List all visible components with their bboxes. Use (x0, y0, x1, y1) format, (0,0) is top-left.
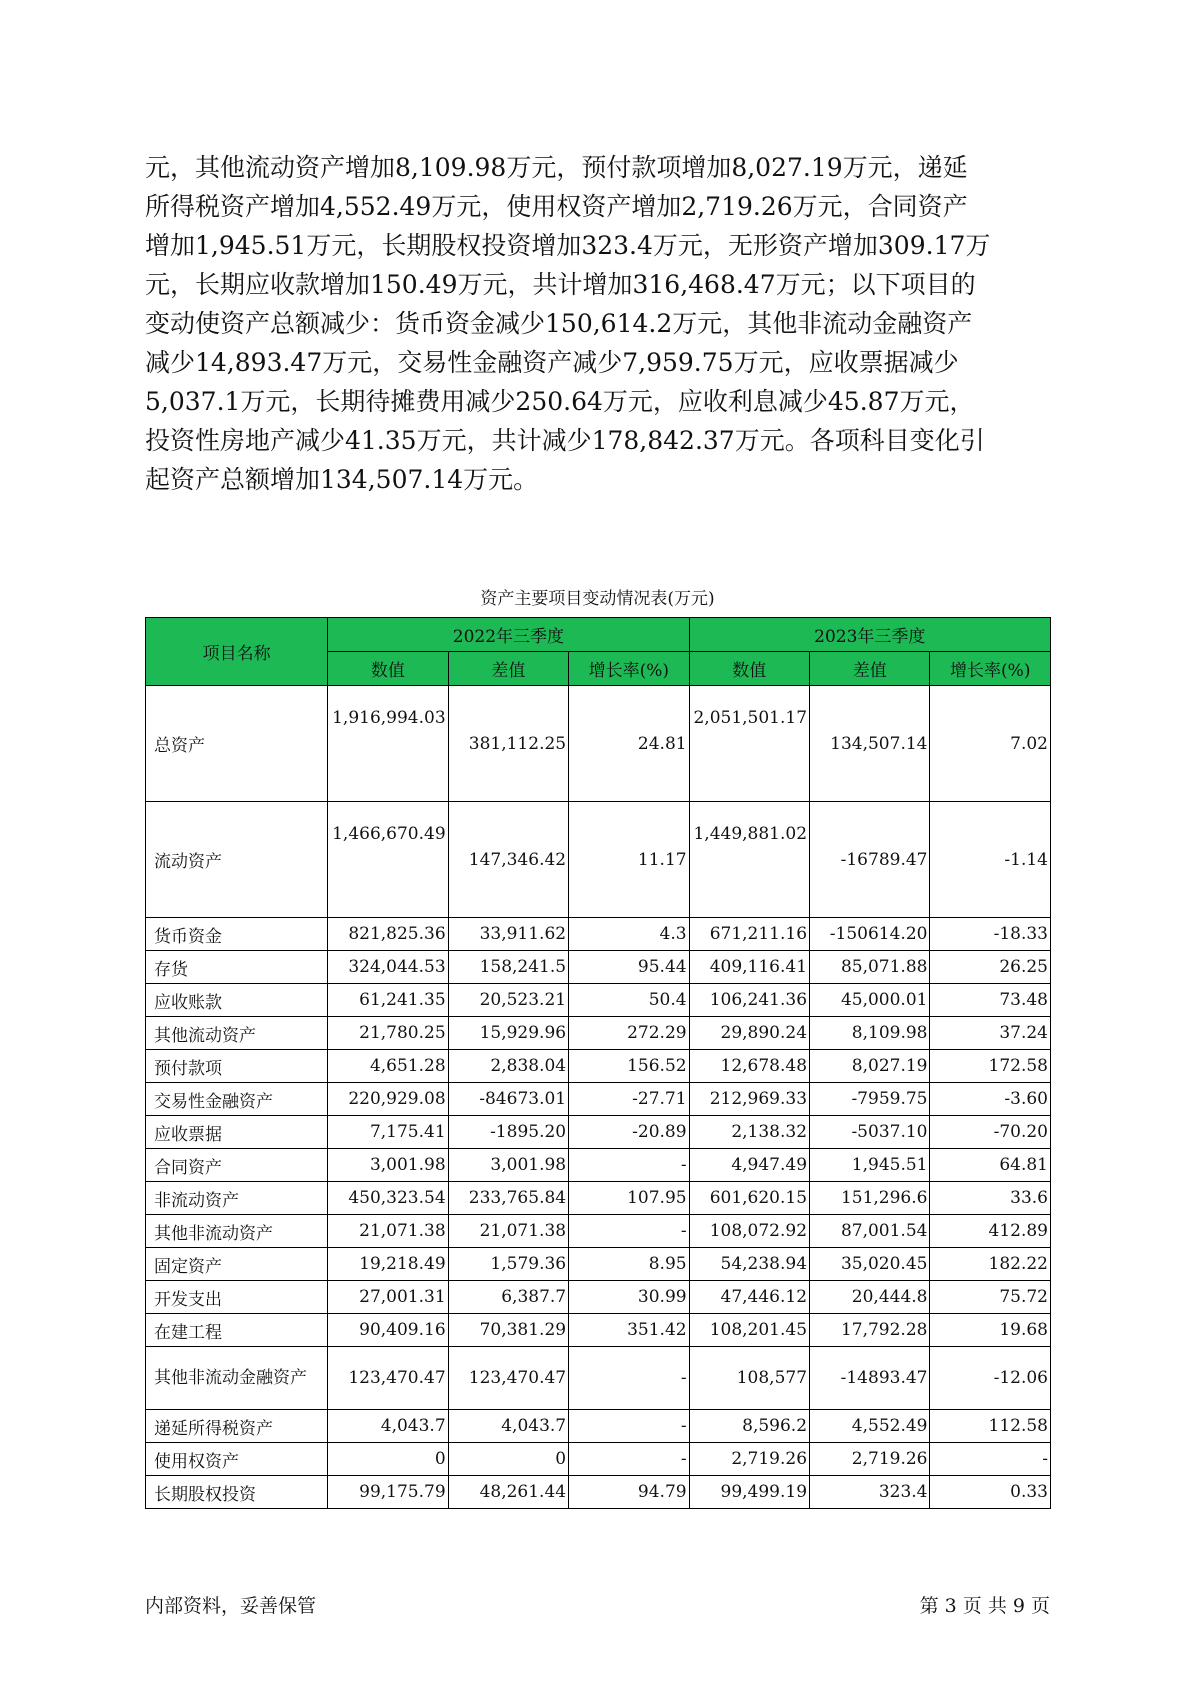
rate-2023-cell: 37.24 (930, 1017, 1051, 1050)
value-2023-cell: 106,241.36 (689, 984, 809, 1017)
diff-2022-cell: 381,112.25 (448, 686, 568, 802)
diff-2022-cell: 147,346.42 (448, 802, 568, 918)
header-item-name: 项目名称 (146, 618, 328, 686)
table-row (146, 802, 1051, 918)
diff-2022-cell: 123,470.47 (448, 1347, 568, 1410)
diff-2022-cell: 1,579.36 (448, 1248, 568, 1281)
table-row (146, 1248, 1051, 1281)
header-value: 数值 (689, 652, 809, 686)
rate-2023-cell: 7.02 (930, 686, 1051, 802)
table-row (146, 984, 1051, 1017)
paragraph-line: 5,037.1万元，长期待摊费用减少250.64万元，应收利息减少45.87万元， (145, 387, 975, 416)
value-2022-cell: 324,044.53 (328, 951, 448, 984)
paragraph-line: 元，长期应收款增加150.49万元，共计增加316,468.47万元；以下项目的 (145, 270, 976, 299)
row-item-name: 其他非流动金融资产 (146, 1347, 328, 1410)
diff-2022-cell: 4,043.7 (448, 1410, 568, 1443)
value-2022-cell: 450,323.54 (328, 1182, 448, 1215)
diff-2023-cell: 8,027.19 (810, 1050, 930, 1083)
footer-page-number: 第 3 页 共 9 页 (919, 1595, 1050, 1617)
rate-2023-cell: -70.20 (930, 1116, 1051, 1149)
diff-2022-cell: -1895.20 (448, 1116, 568, 1149)
diff-2023-cell: -16789.47 (810, 802, 930, 918)
table-row (146, 1182, 1051, 1215)
diff-2022-cell: 6,387.7 (448, 1281, 568, 1314)
rate-2022-cell: - (569, 1410, 689, 1443)
value-2023-cell: 8,596.2 (689, 1410, 809, 1443)
rate-2023-cell: 0.33 (930, 1476, 1051, 1509)
value-2022-cell: 61,241.35 (328, 984, 448, 1017)
diff-2022-cell: -84673.01 (448, 1083, 568, 1116)
header-diff: 差值 (448, 652, 568, 686)
paragraph-line: 所得税资产增加4,552.49万元，使用权资产增加2,719.26万元，合同资产 (145, 192, 968, 221)
rate-2022-cell: 30.99 (569, 1281, 689, 1314)
value-2022-cell: 21,780.25 (328, 1017, 448, 1050)
rate-2022-cell: 24.81 (569, 686, 689, 802)
diff-2023-cell: 4,552.49 (810, 1410, 930, 1443)
rate-2023-cell: -3.60 (930, 1083, 1051, 1116)
row-item-name: 递延所得税资产 (146, 1410, 328, 1443)
table-row (146, 1149, 1051, 1182)
header-period-2022: 2022年三季度 (328, 618, 689, 652)
table-row (146, 1281, 1051, 1314)
paragraph-line: 投资性房地产减少41.35万元，共计减少178,842.37万元。各项科目变化引 (145, 426, 985, 455)
footer-confidential: 内部资料，妥善保管 (145, 1595, 317, 1617)
value-2023-cell: 2,719.26 (689, 1443, 809, 1476)
diff-2023-cell: -5037.10 (810, 1116, 930, 1149)
diff-2023-cell: 151,296.6 (810, 1182, 930, 1215)
table-row (146, 1314, 1051, 1347)
table-row (146, 1017, 1051, 1050)
diff-2023-cell: 17,792.28 (810, 1314, 930, 1347)
table-row (146, 918, 1051, 951)
header-value: 数值 (328, 652, 448, 686)
diff-2023-cell: 87,001.54 (810, 1215, 930, 1248)
table-row (146, 686, 1051, 802)
table-row (146, 1215, 1051, 1248)
diff-2022-cell: 33,911.62 (448, 918, 568, 951)
table-row (146, 1116, 1051, 1149)
header-rate: 增长率(%) (569, 652, 689, 686)
diff-2023-cell: -7959.75 (810, 1083, 930, 1116)
diff-2023-cell: 2,719.26 (810, 1443, 930, 1476)
rate-2022-cell: 94.79 (569, 1476, 689, 1509)
value-2023-cell: 2,051,501.17 (689, 686, 809, 802)
table-caption: 资产主要项目变动情况表(万元) (480, 589, 715, 609)
rate-2023-cell: 64.81 (930, 1149, 1051, 1182)
rate-2022-cell: - (569, 1347, 689, 1410)
table-row (146, 951, 1051, 984)
row-item-name: 应收票据 (146, 1116, 328, 1149)
rate-2023-cell: - (930, 1443, 1051, 1476)
diff-2022-cell: 3,001.98 (448, 1149, 568, 1182)
diff-2022-cell: 48,261.44 (448, 1476, 568, 1509)
row-item-name: 其他流动资产 (146, 1017, 328, 1050)
paragraph-line: 元，其他流动资产增加8,109.98万元，预付款项增加8,027.19万元，递延 (145, 153, 968, 182)
row-item-name: 合同资产 (146, 1149, 328, 1182)
rate-2023-cell: 73.48 (930, 984, 1051, 1017)
value-2022-cell: 1,466,670.49 (328, 802, 448, 918)
diff-2022-cell: 70,381.29 (448, 1314, 568, 1347)
value-2022-cell: 27,001.31 (328, 1281, 448, 1314)
row-item-name: 使用权资产 (146, 1443, 328, 1476)
table-body (146, 686, 1051, 1509)
row-item-name: 存货 (146, 951, 328, 984)
diff-2022-cell: 0 (448, 1443, 568, 1476)
paragraph-line: 减少14,893.47万元，交易性金融资产减少7,959.75万元，应收票据减少 (145, 348, 959, 377)
diff-2023-cell: 35,020.45 (810, 1248, 930, 1281)
diff-2022-cell: 233,765.84 (448, 1182, 568, 1215)
header-diff: 差值 (810, 652, 930, 686)
rate-2023-cell: 412.89 (930, 1215, 1051, 1248)
header-period-2023: 2023年三季度 (689, 618, 1050, 652)
value-2022-cell: 19,218.49 (328, 1248, 448, 1281)
value-2023-cell: 47,446.12 (689, 1281, 809, 1314)
rate-2022-cell: 11.17 (569, 802, 689, 918)
value-2022-cell: 21,071.38 (328, 1215, 448, 1248)
diff-2022-cell: 20,523.21 (448, 984, 568, 1017)
value-2022-cell: 821,825.36 (328, 918, 448, 951)
value-2023-cell: 2,138.32 (689, 1116, 809, 1149)
value-2023-cell: 212,969.33 (689, 1083, 809, 1116)
value-2023-cell: 29,890.24 (689, 1017, 809, 1050)
rate-2022-cell: 50.4 (569, 984, 689, 1017)
rate-2022-cell: 156.52 (569, 1050, 689, 1083)
rate-2023-cell: 26.25 (930, 951, 1051, 984)
value-2023-cell: 1,449,881.02 (689, 802, 809, 918)
rate-2022-cell: 107.95 (569, 1182, 689, 1215)
value-2023-cell: 108,201.45 (689, 1314, 809, 1347)
table-row (146, 1410, 1051, 1443)
rate-2022-cell: 4.3 (569, 918, 689, 951)
rate-2023-cell: 75.72 (930, 1281, 1051, 1314)
diff-2023-cell: 45,000.01 (810, 984, 930, 1017)
value-2022-cell: 90,409.16 (328, 1314, 448, 1347)
value-2022-cell: 4,651.28 (328, 1050, 448, 1083)
row-item-name: 交易性金融资产 (146, 1083, 328, 1116)
rate-2023-cell: 182.22 (930, 1248, 1051, 1281)
diff-2022-cell: 2,838.04 (448, 1050, 568, 1083)
table-row (146, 1443, 1051, 1476)
rate-2023-cell: 33.6 (930, 1182, 1051, 1215)
rate-2023-cell: -1.14 (930, 802, 1051, 918)
table-row (146, 1476, 1051, 1509)
row-item-name: 开发支出 (146, 1281, 328, 1314)
rate-2022-cell: -20.89 (569, 1116, 689, 1149)
diff-2023-cell: 1,945.51 (810, 1149, 930, 1182)
rate-2023-cell: 112.58 (930, 1410, 1051, 1443)
table-row (146, 1083, 1051, 1116)
value-2023-cell: 54,238.94 (689, 1248, 809, 1281)
row-item-name: 非流动资产 (146, 1182, 328, 1215)
diff-2023-cell: 85,071.88 (810, 951, 930, 984)
rate-2022-cell: 272.29 (569, 1017, 689, 1050)
row-item-name: 货币资金 (146, 918, 328, 951)
value-2022-cell: 99,175.79 (328, 1476, 448, 1509)
rate-2022-cell: 95.44 (569, 951, 689, 984)
row-item-name: 在建工程 (146, 1314, 328, 1347)
diff-2023-cell: -14893.47 (810, 1347, 930, 1410)
value-2022-cell: 1,916,994.03 (328, 686, 448, 802)
rate-2022-cell: - (569, 1215, 689, 1248)
row-item-name: 流动资产 (146, 802, 328, 918)
diff-2022-cell: 15,929.96 (448, 1017, 568, 1050)
diff-2022-cell: 21,071.38 (448, 1215, 568, 1248)
row-item-name: 长期股权投资 (146, 1476, 328, 1509)
diff-2023-cell: 134,507.14 (810, 686, 930, 802)
row-item-name: 其他非流动资产 (146, 1215, 328, 1248)
diff-2023-cell: -150614.20 (810, 918, 930, 951)
value-2022-cell: 3,001.98 (328, 1149, 448, 1182)
value-2023-cell: 601,620.15 (689, 1182, 809, 1215)
row-item-name: 应收账款 (146, 984, 328, 1017)
value-2022-cell: 123,470.47 (328, 1347, 448, 1410)
value-2023-cell: 4,947.49 (689, 1149, 809, 1182)
diff-2023-cell: 20,444.8 (810, 1281, 930, 1314)
value-2022-cell: 0 (328, 1443, 448, 1476)
paragraph-line: 增加1,945.51万元，长期股权投资增加323.4万元，无形资产增加309.17万 (145, 231, 991, 260)
body-paragraph (145, 148, 1050, 499)
rate-2022-cell: 8.95 (569, 1248, 689, 1281)
value-2022-cell: 4,043.7 (328, 1410, 448, 1443)
row-item-name: 固定资产 (146, 1248, 328, 1281)
value-2023-cell: 671,211.16 (689, 918, 809, 951)
value-2023-cell: 99,499.19 (689, 1476, 809, 1509)
rate-2022-cell: 351.42 (569, 1314, 689, 1347)
header-rate: 增长率(%) (930, 652, 1051, 686)
value-2023-cell: 108,577 (689, 1347, 809, 1410)
row-item-name: 总资产 (146, 686, 328, 802)
value-2022-cell: 7,175.41 (328, 1116, 448, 1149)
table-row (146, 1050, 1051, 1083)
rate-2022-cell: - (569, 1443, 689, 1476)
diff-2022-cell: 158,241.5 (448, 951, 568, 984)
paragraph-line: 变动使资产总额减少：货币资金减少150,614.2万元，其他非流动金融资产 (145, 309, 973, 338)
rate-2023-cell: -12.06 (930, 1347, 1051, 1410)
rate-2022-cell: - (569, 1149, 689, 1182)
row-item-name: 预付款项 (146, 1050, 328, 1083)
value-2023-cell: 108,072.92 (689, 1215, 809, 1248)
value-2022-cell: 220,929.08 (328, 1083, 448, 1116)
rate-2023-cell: 19.68 (930, 1314, 1051, 1347)
asset-change-table (145, 617, 1051, 1509)
value-2023-cell: 12,678.48 (689, 1050, 809, 1083)
rate-2023-cell: 172.58 (930, 1050, 1051, 1083)
diff-2023-cell: 323.4 (810, 1476, 930, 1509)
table-row (146, 1347, 1051, 1410)
paragraph-line: 起资产总额增加134,507.14万元。 (145, 465, 539, 494)
rate-2023-cell: -18.33 (930, 918, 1051, 951)
value-2023-cell: 409,116.41 (689, 951, 809, 984)
rate-2022-cell: -27.71 (569, 1083, 689, 1116)
diff-2023-cell: 8,109.98 (810, 1017, 930, 1050)
